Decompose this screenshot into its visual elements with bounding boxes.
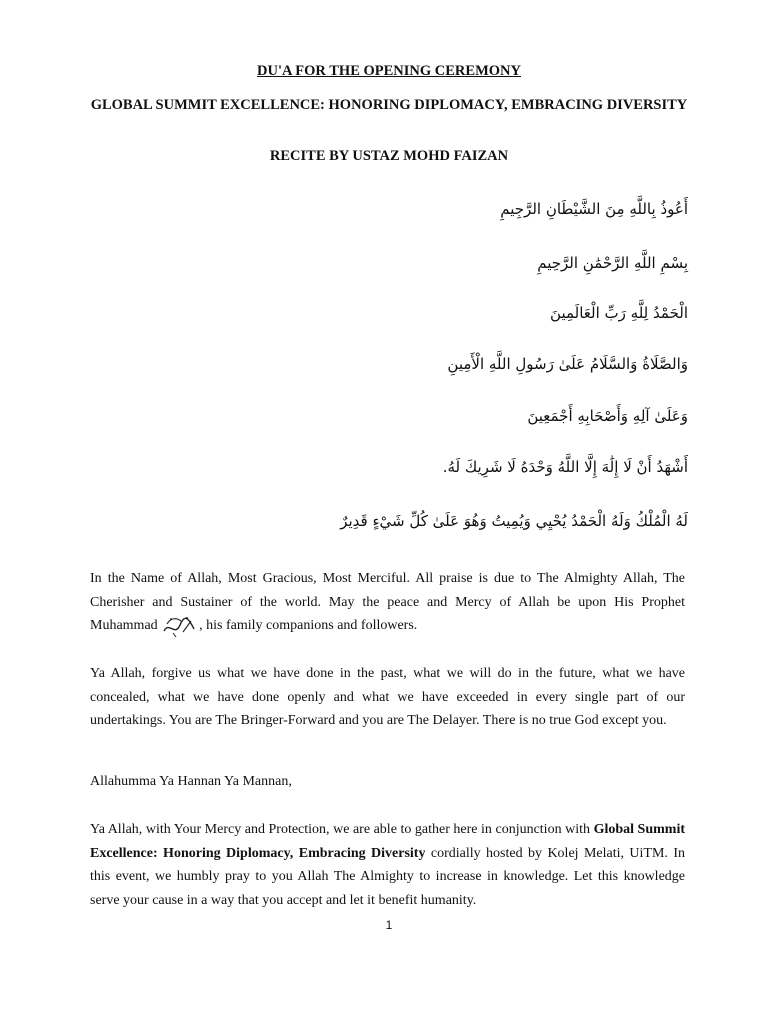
paragraph-praise-text: In the Name of Allah, Most Gracious, Most Merciful. All praise is due to The Almighty Allah, The Cherisher and Sustainer of the world. May the peace and Mercy of Allah be upon His Prophet Muhammad xyxy=(90,571,685,633)
paragraph-praise-ending: , his family companions and followers. xyxy=(199,618,418,633)
page-number: 1 xyxy=(385,918,393,932)
reciter-line: RECITE BY USTAZ MOHD FAIZAN xyxy=(269,148,509,164)
event-title: GLOBAL SUMMIT EXCELLENCE: HONORING DIPLOMACY, EMBRACING DIVERSITY xyxy=(90,97,688,113)
arabic-line-shahada: أَشْهَدُ أَنْ لَا إِلَٰهَ إِلَّا اللَّهُ وَحْدَهُ لَا شَرِيكَ لَهُ. xyxy=(442,458,688,476)
honorific-calligraphy-icon xyxy=(161,615,199,637)
arabic-line-companions: وَعَلَىٰ آلِهِ وَأَصْحَابِهِ أَجْمَعِينَ xyxy=(527,407,688,425)
arabic-line-salawat: وَالصَّلَاةُ وَالسَّلَامُ عَلَىٰ رَسُولِ اللَّهِ الْأَمِينِ xyxy=(447,355,688,373)
paragraph-praise xyxy=(90,567,685,638)
arabic-line-mulk: لَهُ الْمُلْكُ وَلَهُ الْحَمْدُ يُحْيِي وَيُمِيتُ وَهُوَ عَلَىٰ كُلِّ شَيْءٍ قَدِيرٌ xyxy=(340,512,688,530)
document-title: DU'A FOR THE OPENING CEREMONY xyxy=(257,63,521,79)
paragraph-forgiveness: Ya Allah, forgive us what we have done in the past, what we will do in the future, what we have concealed, what we have done openly and what we have exceeded in every single part of our undertakings. You are The Bringer-Forward and you are The Delayer. There is no true God except you. xyxy=(90,666,685,728)
paragraph-gathering xyxy=(90,818,685,912)
arabic-line-taawudh: أَعُوذُ بِاللَّهِ مِنَ الشَّيْطَانِ الرَّجِيمِ xyxy=(500,200,688,218)
event-name-bold: Global Summit Excellence: Honoring Diplomacy, Embracing Diversity xyxy=(90,822,686,861)
paragraph-gathering-intro: Ya Allah, with Your Mercy and Protection, we are able to gather here in conjunction with xyxy=(90,822,594,837)
arabic-line-hamd: الْحَمْدُ لِلَّهِ رَبِّ الْعَالَمِينَ xyxy=(550,304,688,322)
paragraph-invocation: Allahumma Ya Hannan Ya Mannan, xyxy=(90,774,292,789)
paragraph-gathering-rest: cordially hosted by Kolej Melati, UiTM. In this event, we humbly pray to you Allah The Almighty to increase in knowledge. Let this knowledge serve your cause in a way that you accept and let it benefit humanity. xyxy=(90,845,686,908)
arabic-line-basmala: بِسْمِ اللَّهِ الرَّحْمَٰنِ الرَّحِيمِ xyxy=(537,254,688,272)
